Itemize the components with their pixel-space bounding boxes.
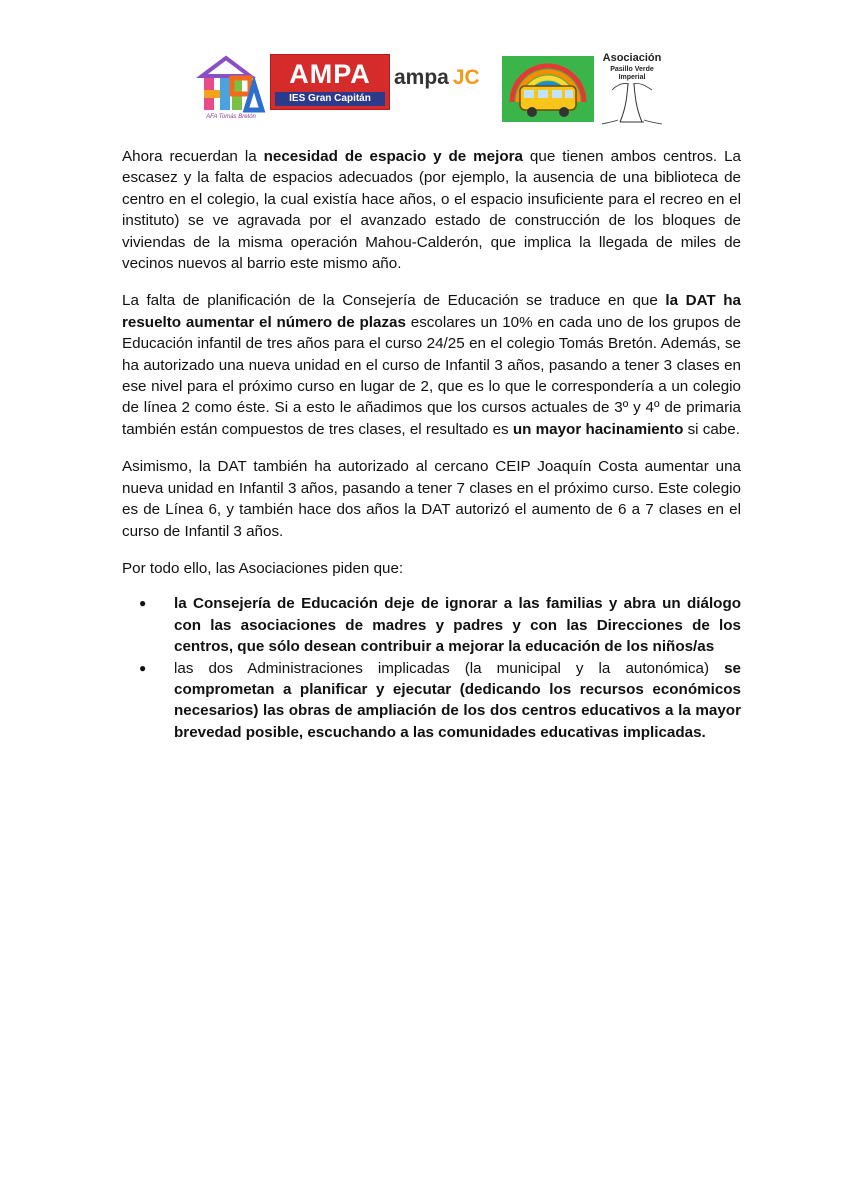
text-run: La falta de planificación de la Consejería de Educación se traduce en que: [122, 292, 666, 310]
asociacion-line2: Pasillo Verde: [610, 66, 654, 73]
requests-list: [122, 593, 741, 743]
text-run: que tienen ambos centros. La escasez y la falta de espacios adecuados (por ejemplo, la ausencia de una biblioteca de centro en el colegio, la cual existía hace años, o el espacio insuficiente para el recreo en el instituto) se ve agravada por el avanzado estado de construcción de los bloques de viviendas de la misma operación Mahou-Calderón, que implica la llegada de miles de vecinos nuevos al barrio este mismo año.: [122, 148, 741, 273]
bullet-icon: ●: [139, 596, 147, 611]
asociacion-line3: Imperial: [618, 74, 646, 81]
ampa-title: AMPA: [289, 59, 371, 89]
bold-text-run: se comprometan a planificar y ejecutar (dedicando los recursos económicos necesarios) las obras de ampliación de los dos centros educativos a la mayor brevedad posible, escuchando a las comunidades educativas implicadas.: [174, 659, 741, 741]
paragraph-planning: [122, 290, 741, 440]
tree-icon: [598, 50, 666, 126]
bold-text-run: un mayor hacinamiento: [512, 420, 684, 438]
asociacion-logo: [598, 50, 666, 126]
bus-school-logo: [502, 56, 594, 122]
paragraph-joaquin-costa: [122, 456, 741, 542]
asociacion-line1: Asociación: [602, 52, 662, 64]
hpa-caption: AFA Tomás Bretón: [206, 114, 256, 120]
list-item: [122, 658, 741, 744]
ampa-subtitle: IES Gran Capitán: [275, 92, 385, 106]
request-text: [174, 595, 741, 655]
hpa-logo: [196, 54, 266, 126]
list-item: [122, 593, 741, 657]
ampa-jc-logo: [394, 66, 498, 96]
ampa-jc-word: ampa: [394, 66, 449, 89]
text-run: escolares un 10% en cada uno de los grupos de Educación infantil de tres años para el curso 24/25 en el colegio Tomás Bretón. Además, se ha autorizado una nueva unidad en el curso de Infantil 3 años, pasando a tener 3 clases en ese nivel para el próximo curso en lugar de 2, que es lo que le correspondería a un colegio de línea 2 como éste. Si a esto le añadimos que los cursos actuales de 3º y 4º de primaria también están compuestos de tres clases, el resultado es: [122, 313, 742, 438]
bold-text-run: la Consejería de Educación deje de ignorar a las familias y abra un diálogo con las asociaciones de madres y padres y con las Direcciones de los centros, que sólo desean contribuir a mejorar la educación de los niños/as: [174, 595, 741, 656]
document-body: [122, 146, 741, 743]
bold-text-run: necesidad de espacio y de mejora: [263, 148, 523, 165]
request-text: [174, 660, 741, 741]
ampa-ies-logo: [270, 54, 390, 110]
text-run: Ahora recuerdan la: [122, 148, 264, 165]
text-run: si cabe.: [683, 420, 740, 438]
bold-text-run: la DAT ha resuelto aumentar el número de plazas: [122, 292, 741, 331]
bullet-icon: ●: [139, 660, 147, 675]
ampa-jc-accent: JC: [452, 66, 480, 89]
paragraph-space-need: [122, 146, 741, 274]
text-run: Por todo ello, las Asociaciones piden que:: [122, 559, 404, 577]
text-run: Asimismo, la DAT también ha autorizado al cercano CEIP Joaquín Costa aumentar una nueva unidad en Infantil 3 años, pasando a tener 7 clases en el próximo curso. Este colegio es de Línea 6, y también hace dos años la DAT autorizó el aumento de 6 a 7 clases en el curso de Infantil 3 años.: [122, 458, 741, 540]
paragraph-requests-intro: [122, 558, 741, 579]
text-run: las dos Administraciones implicadas (la municipal y la autonómica): [174, 659, 725, 677]
